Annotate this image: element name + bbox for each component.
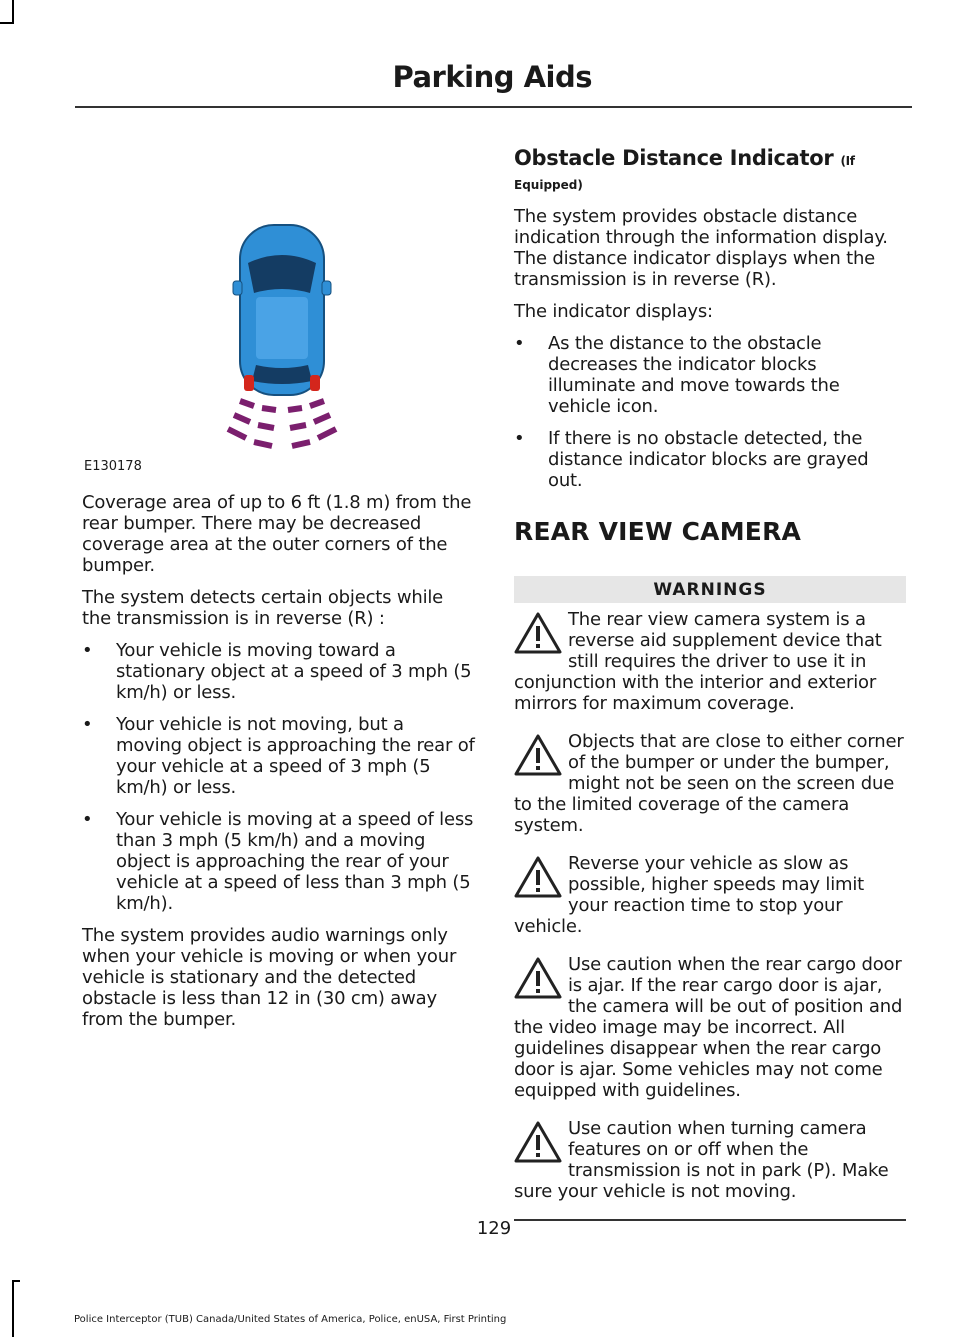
page-number: 129 [476, 1218, 512, 1239]
odi-indicator-paragraph: The indicator displays: [514, 301, 713, 322]
warning-triangle-icon [514, 1121, 562, 1163]
list-item: • Your vehicle is moving toward a stationary object at a speed of 3 mph (5 km/h) or less. [82, 640, 472, 703]
coverage-paragraph: Coverage area of up to 6 ft (1.8 m) from the rear bumper. There may be decreased coverage area at the outer corners of the bumper. [82, 492, 472, 576]
warnings-bar: WARNINGS [514, 576, 906, 603]
warning-triangle-icon [514, 612, 562, 654]
detects-paragraph: The system detects certain objects while the transmission is in reverse (R) : [82, 587, 444, 629]
bullet-glyph: • [82, 714, 93, 735]
crop-mark-bottom-left-h [12, 1280, 20, 1282]
odi-heading: Obstacle Distance Indicator (If [514, 146, 855, 170]
warning-item: Objects that are close to either corner of the bumper or under the bumper, might not be seen on the screen due to the limited coverage of the camera system. [514, 731, 904, 836]
figure-label: E130178 [84, 459, 142, 474]
list-item: • Your vehicle is moving at a speed of less than 3 mph (5 km/h) and a moving object is approaching the rear of your vehicle at a speed of less than 3 mph (5 km/h). [82, 809, 474, 914]
bullet-glyph: • [514, 333, 525, 354]
crop-mark-bottom-left-v [12, 1280, 14, 1337]
header-rule [75, 106, 912, 108]
list-item: • If there is no obstacle detected, the distance indicator blocks are grayed out. [514, 428, 869, 491]
page-footer: Police Interceptor (TUB) Canada/United States of America, Police, enUSA, First Printing [74, 1314, 507, 1325]
audio-paragraph: The system provides audio warnings only when your vehicle is moving or when your vehicle is stationary and the detected obstacle is less than 12 in (30 cm) away from the bumper. [82, 925, 457, 1030]
warning-triangle-icon [514, 856, 562, 898]
warning-item: The rear view camera system is a reverse aid supplement device that still requires the driver to use it in conjunction with the interior and exterior mirrors for maximum coverage. [514, 609, 882, 714]
left-column [82, 492, 475, 1041]
car-top-view-icon [78, 205, 476, 460]
odi-paragraph: The system provides obstacle distance indication through the information display. The distance indicator displays when the transmission is in reverse (R). [514, 206, 888, 290]
bullet-glyph: • [514, 428, 525, 449]
odi-equipped: Equipped) [514, 178, 583, 192]
page-header-title: Parking Aids [392, 60, 592, 94]
warning-triangle-icon [514, 957, 562, 999]
odi-list [514, 333, 906, 491]
list-item: • Your vehicle is not moving, but a moving object is approaching the rear of your vehicle at a speed of 3 mph (5 km/h) or less. [82, 714, 475, 798]
section-title: REAR VIEW CAMERA [514, 517, 802, 546]
list-item: • As the distance to the obstacle decreases the indicator blocks illuminate and move towards the vehicle icon. [514, 333, 840, 417]
warning-item: Reverse your vehicle as slow as possible, higher speeds may limit your reaction time to stop your vehicle. [514, 853, 864, 937]
warning-item: Use caution when turning camera features on or off when the transmission is not in park (P). Make sure your vehicle is not moving. [514, 1118, 889, 1202]
detects-list [82, 640, 475, 914]
warning-item: Use caution when the rear cargo door is ajar. If the rear cargo door is ajar, the camera will be out of position and the video image may be incorrect. All guidelines disappear when the rear cargo door is ajar. Some vehicles may not come equipped with guidelines. [514, 954, 903, 1101]
crop-mark-top-left-h [0, 22, 14, 24]
bullet-glyph: • [82, 640, 93, 661]
right-column [514, 146, 906, 1221]
crop-mark-top-left-v [12, 0, 14, 22]
warning-triangle-icon [514, 734, 562, 776]
bullet-glyph: • [82, 809, 93, 830]
parking-sensor-figure [78, 205, 476, 480]
